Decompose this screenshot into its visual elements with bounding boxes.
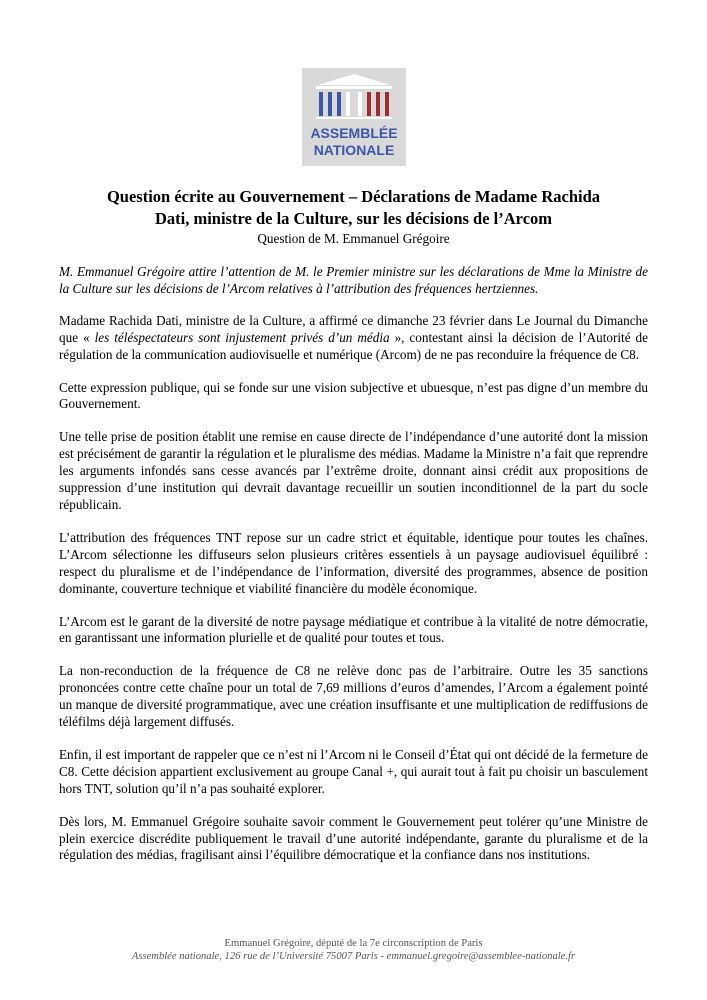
paragraph-text-after-quote: », contestant ainsi la décision de l’Autorité de régulation de la communication audiovisuelle et numérique (Arcom) de ne pas reconduire la fréquence de C8. <box>59 329 648 362</box>
question-title-line2: Dati, ministre de la Culture, sur les décisions de l’Arcom <box>154 209 553 228</box>
logo-text-line1: ASSEMBLÉE <box>310 125 398 141</box>
footer-author-line: Emmanuel Grégoire, député de la 7e circonscription de Paris <box>224 938 483 949</box>
page-footer <box>60 937 647 963</box>
paragraph-tnt-criteria: L’attribution des fréquences TNT repose sur un cadre strict et équitable, identique pour toutes les chaînes. L’Arcom sélectionne les diffuseurs selon plusieurs critères essentiels à un paysage audiovisuel équilibré : respect du pluralisme et de l’indépendance de l’information, diversité des programmes, absence de position dominante, couverture technique et viabilité financière du modèle économique. <box>59 529 648 596</box>
question-title <box>60 186 647 230</box>
assemblee-nationale-logo <box>302 68 406 166</box>
logo-entablature <box>316 86 392 89</box>
logo-base <box>316 117 392 119</box>
minister-quote: les téléspectateurs sont injustement privés d’un média <box>94 329 390 345</box>
question-header <box>60 186 647 247</box>
intro-paragraph: M. Emmanuel Grégoire attire l’attention de M. le Premier ministre sur les déclarations de Mme la Ministre de la Culture sur les décisions de l’Arcom relatives à l’attribution des fréquences hertziennes. <box>59 264 648 296</box>
paragraph-dati-statement <box>59 313 648 364</box>
logo-text-line2: NATIONALE <box>313 142 395 158</box>
paragraph-text-before-quote: Madame Rachida Dati, ministre de la Culture, a affirmé ce dimanche 23 février dans Le Journal du Dimanche que « <box>59 312 648 345</box>
assemblee-nationale-emblem-icon <box>302 68 406 166</box>
footer-address-line: Assemblée nationale, 126 rue de l’Université 75007 Paris - emmanuel.gregoire@assemblee-nationale.fr <box>131 951 576 962</box>
paragraph-canal-plus: Enfin, il est important de rappeler que ce n’est ni l’Arcom ni le Conseil d’État qui ont décidé de la fermeture de C8. Cette décision appartient exclusivement au groupe Canal +, qui aurait tout à fait pu choisir un basculement hors TNT, solution qu’il n’a pas souhaité explorer. <box>59 746 648 796</box>
paragraph-non-renewal: La non-reconduction de la fréquence de C8 ne relève donc pas de l’arbitraire. Outre les 35 sanctions prononcées contre cette chaîne pour un total de 7,69 millions d’euros d’amendes, l’Arcom a également pointé un manque de diversité programmatique, avec une création insuffisante et une multiplication de rediffusions de téléfilms déjà largement diffusés. <box>59 663 648 730</box>
paragraph-independence: Une telle prise de position établit une remise en cause directe de l’indépendance d’une autorité dont la mission est précisément de garantir la régulation et le pluralisme des médias. Madame la Ministre n’a fait que reprendre les arguments infondés sans cesse avancés par l’extrême droite, donnant ainsi crédit aux propositions de suppression d’une institution qui devrait davantage recueillir un soutien inconditionnel de la part du socle républicain. <box>59 429 648 512</box>
question-body <box>59 264 648 880</box>
paragraph-arcom-role: L’Arcom est le garant de la diversité de notre paysage médiatique et contribue à la vitalité de notre démocratie, en garantissant une information plurielle et de qualité pour toutes et tous. <box>59 613 648 646</box>
question-title-line1: Question écrite au Gouvernement – Déclarations de Madame Rachida <box>106 187 601 206</box>
paragraph-expression: Cette expression publique, qui se fonde sur une vision subjective et ubuesque, n’est pas digne d’un membre du Gouvernement. <box>59 379 648 412</box>
paragraph-question: Dès lors, M. Emmanuel Grégoire souhaite savoir comment le Gouvernement peut tolérer qu’une Ministre de plein exercice discrédite publiquement le travail d’une autorité indépendante, garante du pluralisme et de la régulation des médias, fragilisant ainsi l’équilibre démocratique et la confiance dans nos institutions. <box>59 813 648 863</box>
question-author: Question de M. Emmanuel Grégoire <box>257 231 450 246</box>
